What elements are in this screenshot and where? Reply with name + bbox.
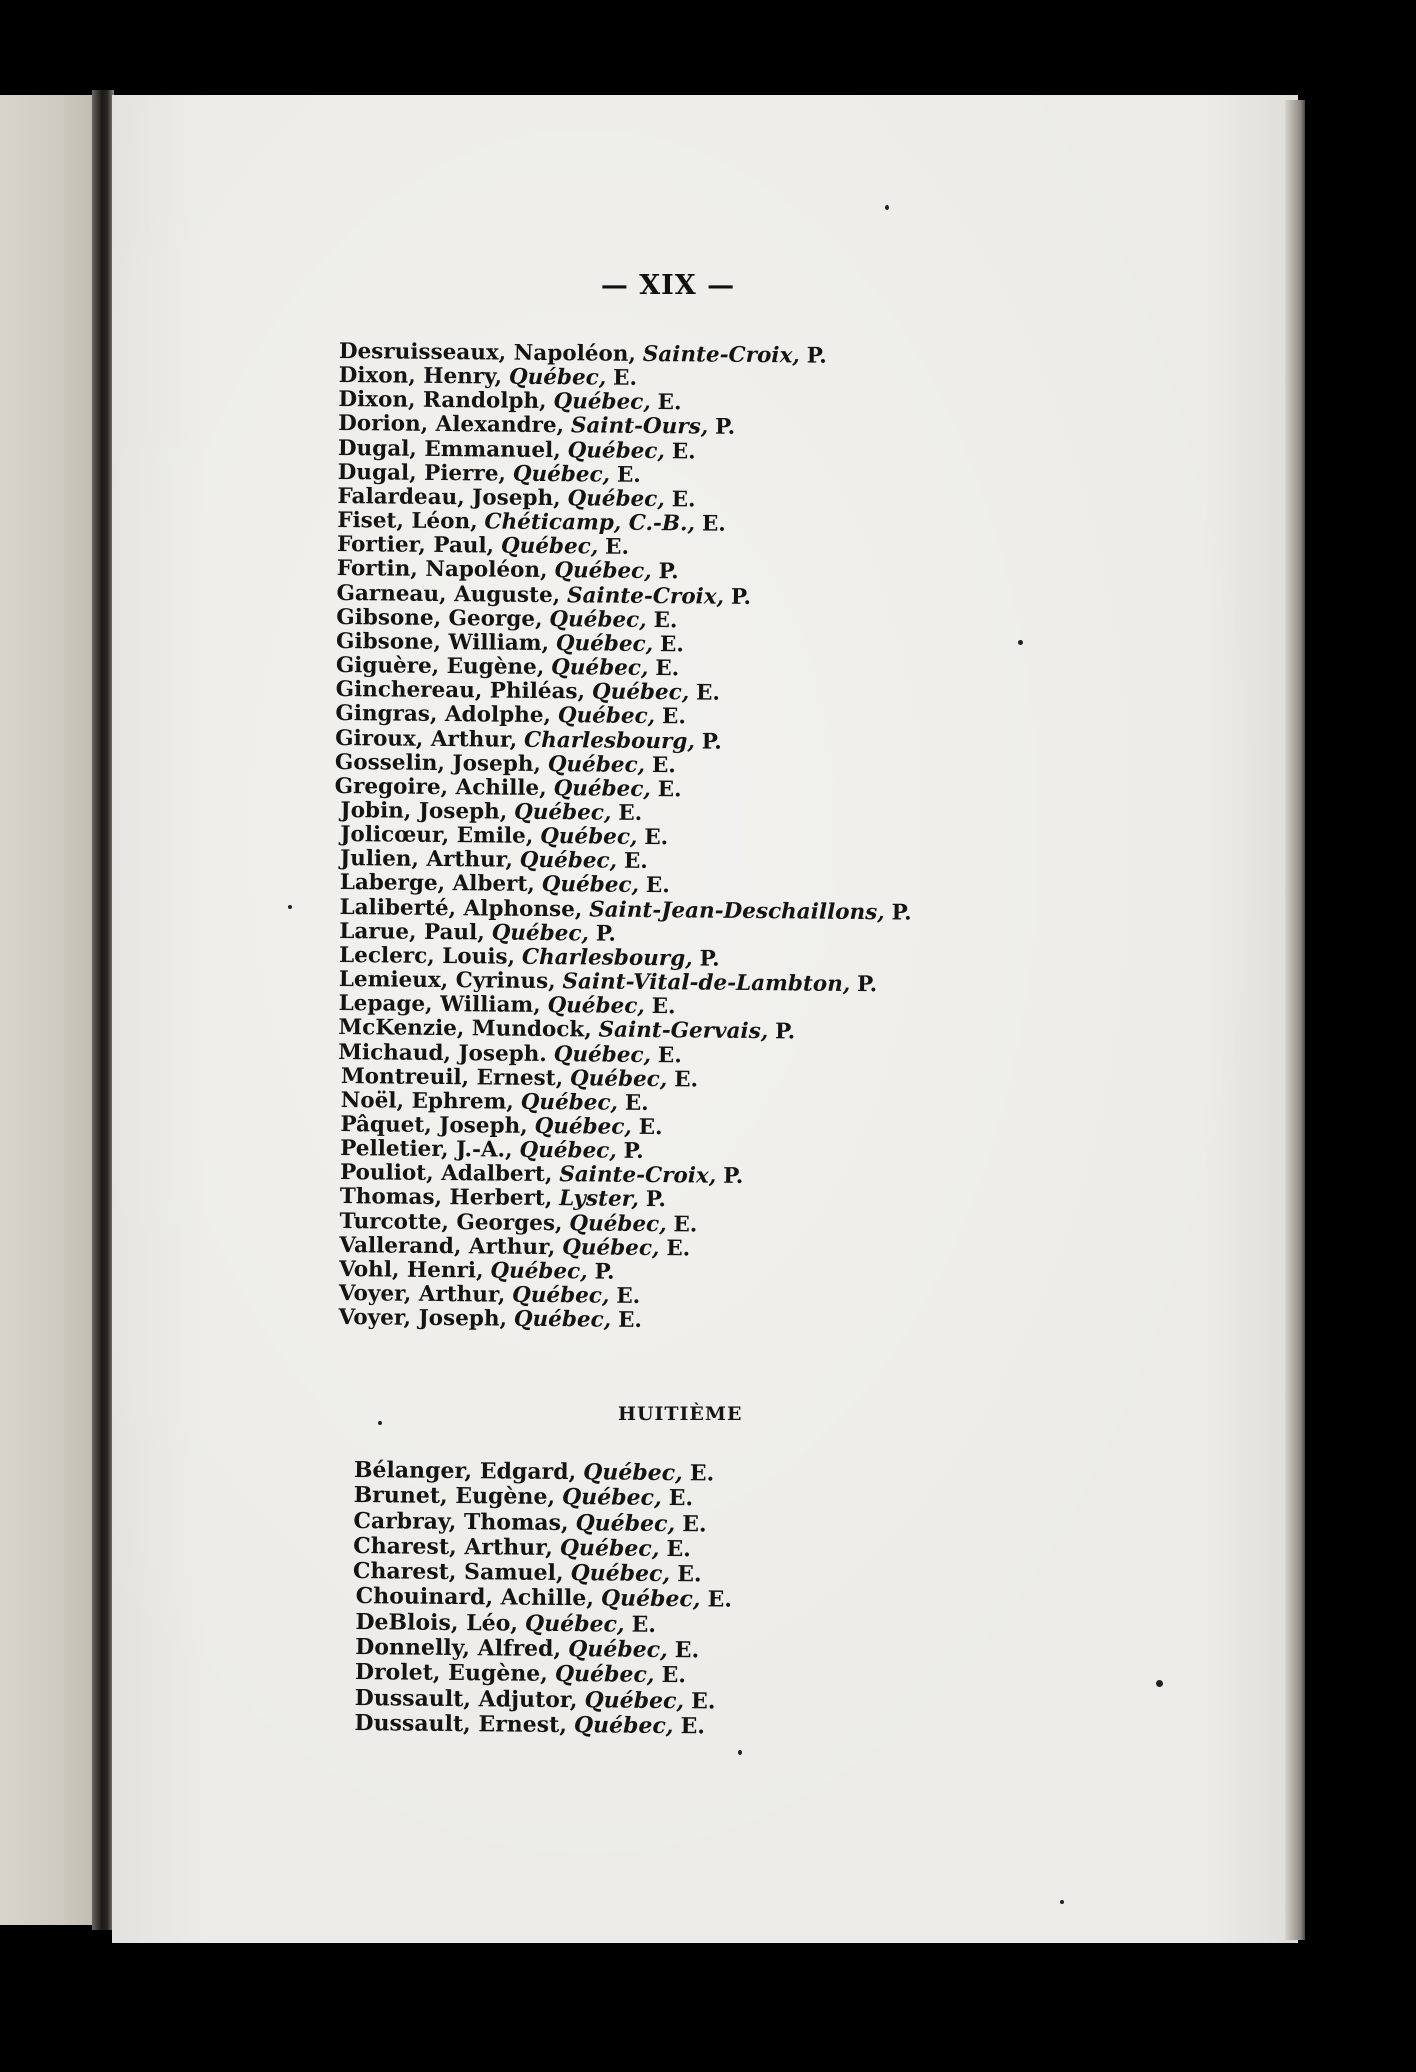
- entry-place: Québec,: [541, 872, 640, 899]
- scan-speck: [1156, 1680, 1163, 1687]
- entry-name: Thomas, Herbert,: [339, 1184, 553, 1212]
- entry-name: Ginchereau, Philéas,: [335, 677, 586, 705]
- entry-place: Québec,: [567, 486, 665, 513]
- entry-name: Dorion, Alexandre,: [338, 411, 565, 439]
- facing-page-edge: [0, 95, 100, 1925]
- entry-status: P.: [595, 921, 617, 947]
- entry-name: Gibsone, William,: [335, 628, 550, 656]
- entry-status: E.: [657, 1042, 682, 1068]
- entry-name: Leclerc, Louis,: [338, 942, 516, 970]
- entry-name: Pelletier, J.-A.,: [340, 1136, 513, 1163]
- entry-status: E.: [674, 1066, 699, 1093]
- student-list-primary: [329, 340, 917, 1336]
- entry-name: Bélanger, Edgard,: [353, 1457, 577, 1486]
- entry-place: Québec,: [575, 1509, 676, 1537]
- entry-status: E.: [604, 534, 630, 561]
- student-list-huitieme: [351, 1458, 733, 1740]
- entry-place: Québec,: [555, 630, 654, 657]
- scan-border: [1305, 0, 1416, 2072]
- entry-place: Québec,: [557, 703, 656, 730]
- entry-place: Québec,: [554, 558, 652, 585]
- entry-name: Vohl, Henri,: [338, 1256, 484, 1284]
- entry-place: Québec,: [540, 824, 638, 851]
- entry-status: E.: [653, 607, 678, 633]
- entry-status: E.: [651, 994, 676, 1020]
- entry-status: E.: [645, 873, 670, 899]
- entry-place: Québec,: [570, 1560, 671, 1588]
- entry-status: E.: [666, 1235, 691, 1262]
- entry-status: P.: [723, 1164, 744, 1190]
- entry-status: P.: [594, 1259, 615, 1285]
- entry-status: P.: [730, 584, 752, 610]
- entry-name: Gibsone, George,: [336, 604, 543, 632]
- entry-status: E.: [707, 1586, 733, 1614]
- entry-place: Québec,: [511, 1282, 610, 1309]
- entry-status: E.: [616, 462, 641, 488]
- entry-status: E.: [612, 365, 638, 392]
- entry-status: E.: [671, 438, 696, 465]
- entry-status: E.: [616, 1283, 641, 1310]
- entry-place: Québec,: [554, 1661, 655, 1689]
- entry-place: Québec,: [524, 1610, 625, 1638]
- entry-place: Québec,: [491, 920, 590, 947]
- entry-status: E.: [674, 1637, 700, 1664]
- entry-place: Québec,: [512, 461, 611, 488]
- entry-name: Lepage, William,: [338, 991, 541, 1019]
- entry-status: E.: [680, 1713, 706, 1740]
- entry-place: Québec,: [508, 364, 607, 391]
- entry-name: Fortin, Napoléon,: [336, 556, 548, 584]
- entry-status: E.: [644, 825, 669, 851]
- entry-place: Québec,: [559, 1534, 660, 1562]
- entry-name: Turcotte, Georges,: [339, 1208, 563, 1236]
- entry-place: Saint-Gervais,: [598, 1017, 769, 1045]
- scan-speck: [288, 905, 292, 909]
- entry-name: DeBlois, Léo,: [355, 1608, 519, 1637]
- page-number: — XIX —: [600, 270, 736, 301]
- scan-speck: [885, 205, 889, 210]
- list-item: [351, 1711, 731, 1740]
- entry-place: Lyster,: [559, 1186, 640, 1213]
- entry-status: E.: [657, 776, 682, 803]
- entry-status: E.: [624, 1090, 649, 1116]
- entry-status: P.: [806, 343, 827, 369]
- scan-speck: [738, 1750, 742, 1755]
- entry-name: Jolicœur, Emile,: [340, 822, 534, 850]
- entry-place: Sainte-Croix,: [559, 1162, 717, 1189]
- scan-speck: [378, 1421, 382, 1425]
- entry-name: Michaud, Joseph.: [338, 1039, 547, 1067]
- entry-status: E.: [701, 511, 726, 537]
- entry-name: Laberge, Albert,: [339, 870, 535, 898]
- entry-place: Québec,: [534, 1113, 632, 1140]
- entry-status: E.: [666, 1535, 691, 1563]
- entry-place: Québec,: [500, 533, 599, 560]
- entry-status: P.: [774, 1019, 796, 1045]
- entry-name: Voyer, Arthur,: [338, 1281, 506, 1308]
- entry-status: E.: [623, 849, 648, 875]
- entry-status: P.: [699, 946, 720, 972]
- entry-place: Québec,: [583, 1459, 683, 1487]
- entry-place: Québec,: [569, 1065, 668, 1092]
- entry-status: P.: [856, 972, 878, 998]
- entry-place: Charlesbourg,: [523, 727, 696, 754]
- entry-name: Julien, Arthur,: [339, 846, 514, 873]
- entry-name: Jobin, Joseph,: [340, 798, 508, 825]
- entry-place: Québec,: [490, 1258, 588, 1285]
- section-heading: HUITIÈME: [618, 1403, 743, 1425]
- entry-name: Pouliot, Adalbert,: [339, 1160, 553, 1188]
- entry-status: E.: [668, 1485, 694, 1512]
- entry-name: Lemieux, Cyrinus,: [338, 967, 556, 995]
- entry-place: Québec,: [573, 1712, 674, 1740]
- entry-name: Dugal, Emmanuel,: [337, 435, 561, 463]
- entry-place: Québec,: [591, 679, 690, 706]
- entry-place: Québec,: [547, 751, 646, 778]
- entry-place: Québec,: [519, 848, 618, 874]
- entry-name: Charest, Arthur,: [353, 1532, 553, 1561]
- entry-place: Charlesbourg,: [521, 944, 693, 972]
- entry-place: Québec,: [550, 655, 649, 682]
- entry-name: Gingras, Adolphe,: [335, 701, 552, 729]
- entry-name: Gregoire, Achille,: [334, 773, 547, 801]
- entry-status: E.: [617, 1307, 643, 1334]
- entry-status: P.: [658, 559, 679, 585]
- entry-name: Charest, Samuel,: [352, 1558, 564, 1587]
- entry-status: E.: [661, 704, 686, 730]
- entry-place: Québec,: [561, 1484, 662, 1512]
- entry-name: Fiset, Léon,: [337, 508, 478, 535]
- entry-name: Dussault, Ernest,: [354, 1709, 568, 1739]
- entry-status: E.: [690, 1687, 716, 1715]
- entry-status: E.: [651, 752, 676, 778]
- entry-name: Chouinard, Achille,: [355, 1583, 595, 1612]
- entry-place: Québec,: [549, 606, 647, 633]
- entry-place: Québec,: [553, 775, 651, 802]
- entry-name: Gosselin, Joseph,: [334, 749, 542, 777]
- entry-name: Dugal, Pierre,: [337, 459, 507, 487]
- entry-status: E.: [661, 1662, 687, 1689]
- entry-name: Voyer, Joseph,: [338, 1305, 508, 1332]
- entry-status: E.: [673, 1211, 698, 1238]
- entry-status: E.: [695, 680, 721, 706]
- entry-status: E.: [638, 1114, 663, 1141]
- entry-name: Laliberté, Alphonse,: [339, 894, 583, 922]
- entry-name: Garneau, Auguste,: [336, 580, 561, 608]
- entry-place: Québec,: [568, 1636, 668, 1664]
- entry-status: E.: [618, 800, 643, 826]
- entry-name: Drolet, Eugène,: [354, 1659, 549, 1688]
- entry-status: P.: [714, 415, 736, 441]
- entry-place: Saint-Jean-Deschaillons,: [589, 897, 885, 925]
- entry-place: Québec,: [553, 1041, 652, 1068]
- entry-place: Québec,: [520, 1089, 619, 1116]
- entry-name: Larue, Paul,: [339, 918, 485, 946]
- entry-place: Québec,: [519, 1137, 617, 1164]
- entry-status: P.: [701, 729, 722, 755]
- entry-place: Québec,: [569, 1210, 667, 1237]
- entry-status: P.: [623, 1138, 644, 1165]
- entry-status: E.: [659, 631, 684, 658]
- entry-status: E.: [671, 487, 696, 513]
- entry-name: Giroux, Arthur,: [335, 725, 518, 753]
- entry-name: Fortier, Paul,: [336, 532, 495, 559]
- entry-status: P.: [891, 899, 912, 926]
- entry-name: Dixon, Randolph,: [338, 387, 547, 415]
- book-gutter: [92, 90, 114, 1930]
- entry-status: E.: [655, 656, 680, 682]
- entry-name: McKenzie, Mundock,: [338, 1015, 592, 1043]
- entry-place: Québec,: [562, 1234, 660, 1261]
- entry-name: Brunet, Eugène,: [353, 1482, 556, 1511]
- entry-place: Québec,: [567, 437, 666, 464]
- entry-name: Vallerand, Arthur,: [339, 1232, 556, 1260]
- entry-place: Québec,: [547, 993, 645, 1020]
- entry-place: Sainte-Croix,: [566, 582, 725, 610]
- entry-name: Noël, Ephrem,: [340, 1087, 514, 1115]
- entry-place: Chéticamp, C.-B.,: [484, 509, 696, 537]
- entry-place: Québec,: [513, 799, 612, 826]
- entry-place: Saint-Ours,: [570, 413, 709, 441]
- entry-status: E.: [689, 1460, 715, 1487]
- page-right-edge: [1285, 100, 1307, 1940]
- entry-place: Sainte-Croix,: [642, 341, 800, 369]
- entry-place: Saint-Vital-de-Lambton,: [562, 969, 851, 997]
- entry-place: Québec,: [513, 1306, 612, 1333]
- entry-name: Dussault, Adjutor,: [354, 1684, 578, 1713]
- entry-status: E.: [631, 1611, 657, 1638]
- scan-speck: [1060, 1900, 1064, 1904]
- entry-name: Giguère, Eugène,: [335, 653, 545, 681]
- entry-name: Donnelly, Alfred,: [355, 1634, 562, 1663]
- entry-name: Falardeau, Joseph,: [337, 483, 561, 512]
- entry-place: Québec,: [584, 1686, 685, 1714]
- entry-place: Québec,: [553, 389, 651, 416]
- entry-name: Montreuil, Ernest,: [340, 1063, 564, 1091]
- entry-name: Carbray, Thomas,: [353, 1507, 569, 1536]
- scan-speck: [1018, 640, 1023, 645]
- entry-name: Desruisseaux, Napoléon,: [338, 339, 637, 367]
- entry-status: E.: [682, 1510, 707, 1537]
- entry-name: Pâquet, Joseph,: [340, 1112, 528, 1139]
- entry-status: E.: [657, 390, 682, 416]
- entry-name: Dixon, Henry,: [338, 363, 503, 390]
- entry-place: Québec,: [600, 1585, 701, 1613]
- entry-status: E.: [677, 1561, 702, 1588]
- entry-status: P.: [645, 1187, 666, 1213]
